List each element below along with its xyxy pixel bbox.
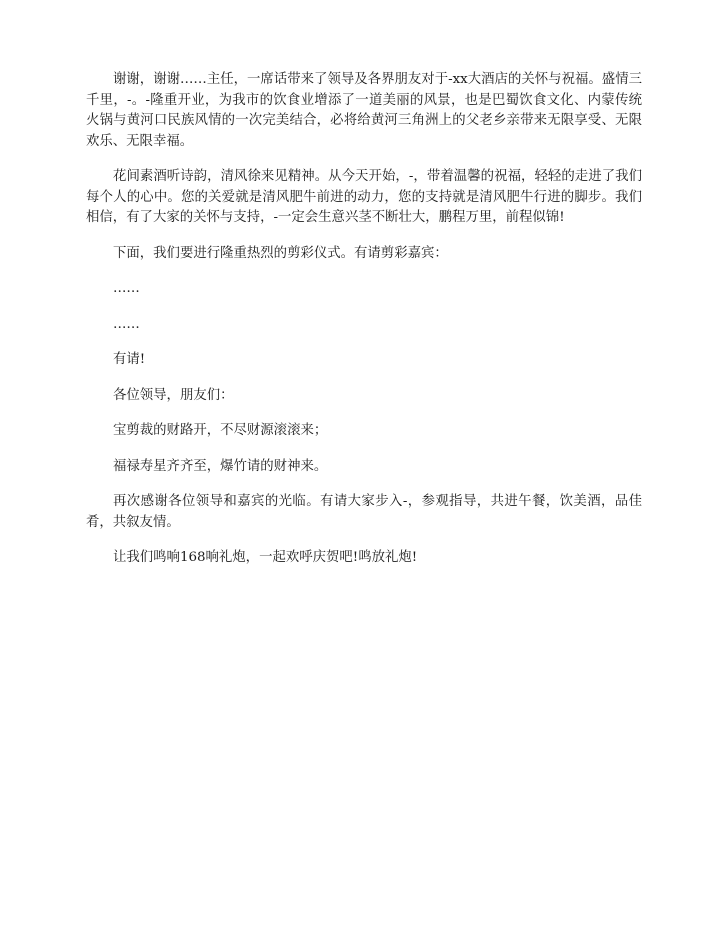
- paragraph-7: 各位领导，朋友们：: [113, 387, 234, 403]
- paragraph-5: ……: [113, 316, 140, 332]
- paragraph-2: 花间素酒听诗韵，清风徐来见精神。从今天开始，-，带着温馨的祝福，轻轻的走进了我们每个人的心中。您的关爱就是清风肥牛前进的动力，您的支持就是清风肥牛行进的脚步。我们相信，有了大家的关怀与支持，-一定会生意兴茎不断壮大，鹏程万里，前程似锦!: [86, 169, 642, 225]
- document-body: [86, 70, 642, 584]
- paragraph-1: 谢谢，谢谢……主任，一席话带来了领导及各界朋友对于-xx大酒店的关怀与祝福。盛情三千里，-。-隆重开业，为我市的饮食业增添了一道美丽的风景，也是巴蜀饮食文化、内蒙传统火锅与黄河口民族风情的一次完美结合，必将给黄河三角洲上的父老乡亲带来无限享受、无限欢乐、无限幸福。: [86, 72, 642, 149]
- paragraph-9: 福禄寿星齐齐至，爆竹请的财神来。: [113, 458, 328, 474]
- paragraph-8: 宝剪裁的财路开，不尽财源滚滚来；: [113, 423, 328, 438]
- paragraph-11: 让我们鸣响168响礼炮，一起欢呼庆贺吧!鸣放礼炮!: [113, 550, 418, 565]
- paragraph-6: 有请!: [113, 352, 146, 367]
- paragraph-3: 下面，我们要进行隆重热烈的剪彩仪式。有请剪彩嘉宾：: [113, 245, 448, 261]
- paragraph-4: ……: [113, 281, 140, 296]
- paragraph-10: 再次感谢各位领导和嘉宾的光临。有请大家步入-，参观指导，共进午餐，饮美酒，品佳肴，共叙友情。: [86, 494, 642, 530]
